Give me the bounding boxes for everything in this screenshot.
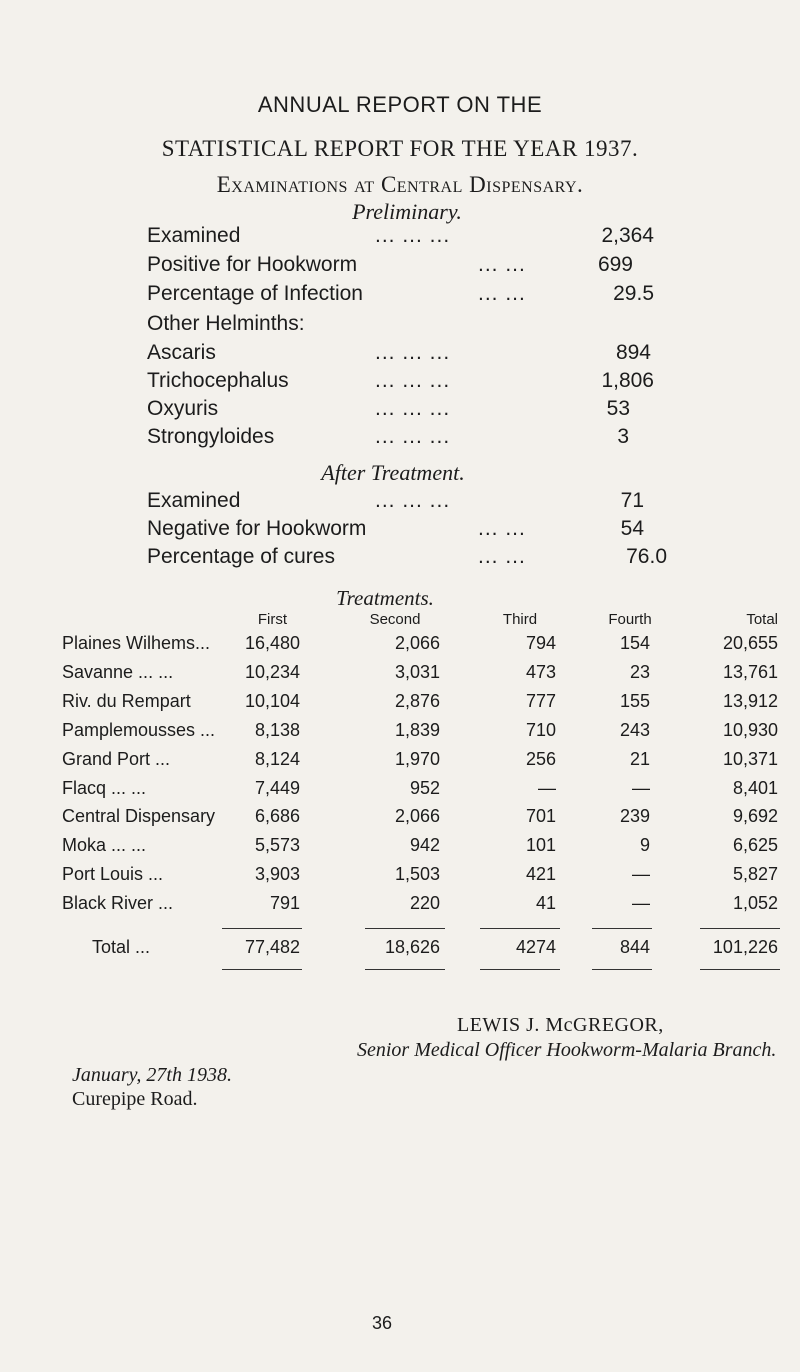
other-helminths-label [0,312,800,342]
table-cell: 701 [525,806,556,827]
table-cell: 220 [409,893,440,914]
table-cell: 3,031 [394,661,440,682]
stat-row [0,369,800,399]
column-header: Total [746,611,778,628]
table-cell: 243 [619,719,650,740]
table-cell: — [632,893,650,914]
stat-row [0,253,800,283]
table-cell: 777 [525,690,556,711]
table-cell: 791 [269,893,300,914]
district-name: Flacq ... ... [62,777,147,798]
table-cell: 8,124 [254,748,300,769]
table-row [0,778,800,804]
table-cell: 21 [629,748,650,769]
column-header: Third [502,611,538,628]
dot-leader: ... ... ... [375,425,451,448]
stat-label: Negative for Hookworm [147,517,367,540]
treatments-heading: Treatments. [336,586,434,610]
stat-row [0,397,800,427]
table-cell: — [632,777,650,798]
table-cell: 18,626 [384,937,440,957]
table-row [0,720,800,746]
stat-value: 2,364 [601,224,654,247]
stat-row [0,489,800,519]
stat-label: Oxyuris [147,397,219,420]
table-row [0,893,800,919]
table-cell: 101,226 [712,937,778,957]
dot-leader: ... ... ... [375,489,451,512]
column-header: First [257,611,287,628]
table-row [0,633,800,659]
table-cell: 9,692 [732,806,778,827]
section-label: Other Helminths: [147,312,305,335]
table-row [0,835,800,861]
total-rule [365,928,445,929]
stat-label: Examined [147,489,241,512]
table-row [0,864,800,890]
table-row [0,691,800,717]
table-cell: 794 [525,633,556,653]
total-rule [222,928,302,929]
table-cell: 1,839 [394,719,440,740]
table-cell: — [538,777,556,798]
stat-row [0,224,800,254]
table-cell: 4274 [515,937,556,957]
table-row [0,806,800,832]
table-cell: 952 [409,777,440,798]
dot-leader: ... ... ... [375,341,451,364]
stat-value: 76.0 [626,545,667,568]
total-rule [592,928,652,929]
signature-place: Curepipe Road. [72,1088,198,1110]
column-header: Fourth [608,611,652,628]
table-cell: 10,104 [244,690,300,711]
running-head: ANNUAL REPORT ON THE [257,92,543,117]
dot-leader: ... ... ... [375,224,451,247]
after-treatment-heading: After Treatment. [321,460,465,485]
dot-leader: ... ... [478,282,526,305]
table-cell: 1,503 [394,864,440,885]
table-cell: 239 [619,806,650,827]
stat-row [0,425,800,455]
dot-leader: ... ... [478,253,526,276]
stat-value: 894 [615,341,651,364]
table-cell: 2,066 [394,633,440,653]
stat-value: 699 [597,253,633,276]
stat-value: 29.5 [613,282,654,305]
stat-value: 54 [620,517,644,540]
dot-leader: ... ... [478,517,526,540]
table-cell: 8,138 [254,719,300,740]
table-cell: 20,655 [722,633,778,653]
stat-label: Examined [147,224,241,247]
stat-row [0,545,800,575]
district-name: Black River ... [62,893,174,914]
table-cell: 154 [619,633,650,653]
dot-leader: ... ... ... [375,369,451,392]
district-name: Grand Port ... [62,748,171,769]
total-rule [592,969,652,970]
table-cell: 2,876 [394,690,440,711]
table-cell: 6,625 [732,835,778,856]
table-cell: 10,930 [722,719,778,740]
table-cell: 3,903 [254,864,300,885]
table-cell: 101 [525,835,556,856]
table-cell: 942 [409,835,440,856]
table-cell: 23 [629,661,650,682]
table-cell: 5,573 [254,835,300,856]
stat-value: 53 [606,397,630,420]
dot-leader: ... ... [478,545,526,568]
preliminary-heading: Preliminary. [352,199,462,224]
district-name: Plaines Wilhems... [62,633,211,653]
table-cell: 77,482 [244,937,300,957]
report-title: STATISTICAL REPORT FOR THE YEAR 1937. [161,136,639,161]
total-rule [700,969,780,970]
stat-value: 1,806 [601,369,654,392]
table-cell: 2,066 [394,806,440,827]
total-label: Total ... [92,937,151,957]
stat-label: Ascaris [147,341,216,364]
dot-leader: ... ... ... [375,397,451,420]
table-cell: 844 [619,937,650,957]
column-header: Second [369,611,421,628]
total-row [0,937,800,963]
district-name: Central Dispensary [62,806,216,827]
total-rule [480,969,560,970]
district-name: Riv. du Rempart [62,690,191,711]
stat-label: Strongyloides [147,425,275,448]
district-name: Port Louis ... [62,864,164,885]
table-cell: 10,371 [722,748,778,769]
table-cell: 5,827 [732,864,778,885]
page-number: 36 [371,1313,393,1333]
table-cell: 6,686 [254,806,300,827]
stat-row [0,341,800,371]
table-cell: 473 [525,661,556,682]
stat-row [0,282,800,312]
total-rule [222,969,302,970]
total-rule [365,969,445,970]
table-cell: — [632,864,650,885]
stat-value: 3 [617,425,629,448]
table-cell: 421 [525,864,556,885]
signature-date: January, 27th 1938. [72,1064,232,1086]
stat-value: 71 [620,489,644,512]
table-cell: 1,052 [732,893,778,914]
stat-label: Positive for Hookworm [147,253,358,276]
table-cell: 155 [619,690,650,711]
table-row [0,662,800,688]
table-cell: 9 [639,835,650,856]
table-cell: 1,970 [394,748,440,769]
table-cell: 7,449 [254,777,300,798]
table-cell: 710 [525,719,556,740]
table-cell: 10,234 [244,661,300,682]
district-name: Moka ... ... [62,835,147,856]
stat-row [0,517,800,547]
district-name: Savanne ... ... [62,661,174,682]
signature-name: LEWIS J. McGREGOR, [457,1014,664,1036]
table-cell: 13,912 [722,690,778,711]
table-cell: 8,401 [732,777,778,798]
table-cell: 41 [535,893,556,914]
report-subtitle: Examinations at Central Dispensary. [216,172,584,197]
table-cell: 13,761 [722,661,778,682]
stat-label: Percentage of cures [147,545,335,568]
table-row [0,749,800,775]
total-rule [700,928,780,929]
stat-label: Percentage of Infection [147,282,363,305]
stat-label: Trichocephalus [147,369,289,392]
table-cell: 16,480 [244,633,300,653]
signature-position: Senior Medical Officer Hookworm-Malaria Branch. [357,1039,777,1061]
total-rule [480,928,560,929]
table-cell: 256 [525,748,556,769]
district-name: Pamplemousses ... [62,719,216,740]
